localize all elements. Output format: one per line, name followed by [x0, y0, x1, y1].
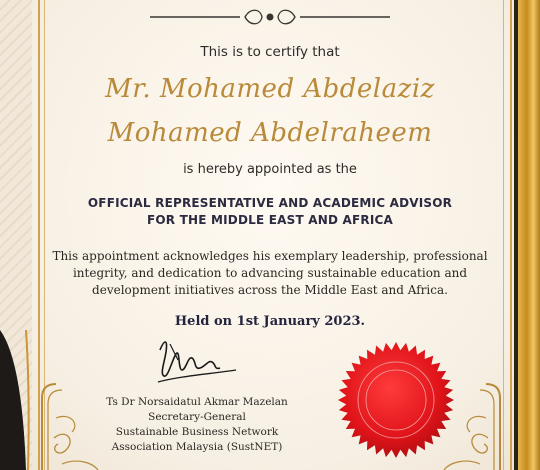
signatory-org-line1: Sustainable Business Network [115, 426, 279, 438]
right-gold-border [518, 0, 540, 470]
recipient-name-line1: Mr. Mohamed Abdelaziz [105, 74, 435, 104]
role-title-line1: OFFICIAL REPRESENTATIVE AND ACADEMIC ADVISOR [87, 196, 453, 210]
seal-body [338, 342, 454, 458]
certify-intro: This is to certify that [200, 44, 340, 60]
role-title-line2: FOR THE MIDDLE EAST AND AFRICA [146, 213, 393, 227]
ack-line: integrity, and dedication to advancing sustainable education and [72, 266, 468, 280]
ack-line: development initiatives across the Middle East and Africa. [92, 283, 448, 297]
signatory-title: Secretary-General [148, 411, 246, 423]
ack-line: This appointment acknowledges his exemplary leadership, professional [52, 249, 488, 263]
red-wax-seal [336, 340, 456, 460]
handwritten-signature [150, 330, 240, 388]
recipient-name-line2: Mohamed Abdelraheem [107, 118, 433, 148]
appointed-text: is hereby appointed as the [183, 162, 357, 177]
left-black-ribbon [0, 330, 30, 470]
signatory-block [92, 395, 302, 455]
signatory-org-line2: Association Malaysia (SustNET) [111, 441, 283, 453]
top-flourish-ornament [150, 6, 390, 28]
acknowledgement-paragraph [0, 248, 540, 299]
held-date: Held on 1st January 2023. [174, 314, 366, 329]
signatory-name: Ts Dr Norsaidatul Akmar Mazelan [106, 396, 288, 408]
